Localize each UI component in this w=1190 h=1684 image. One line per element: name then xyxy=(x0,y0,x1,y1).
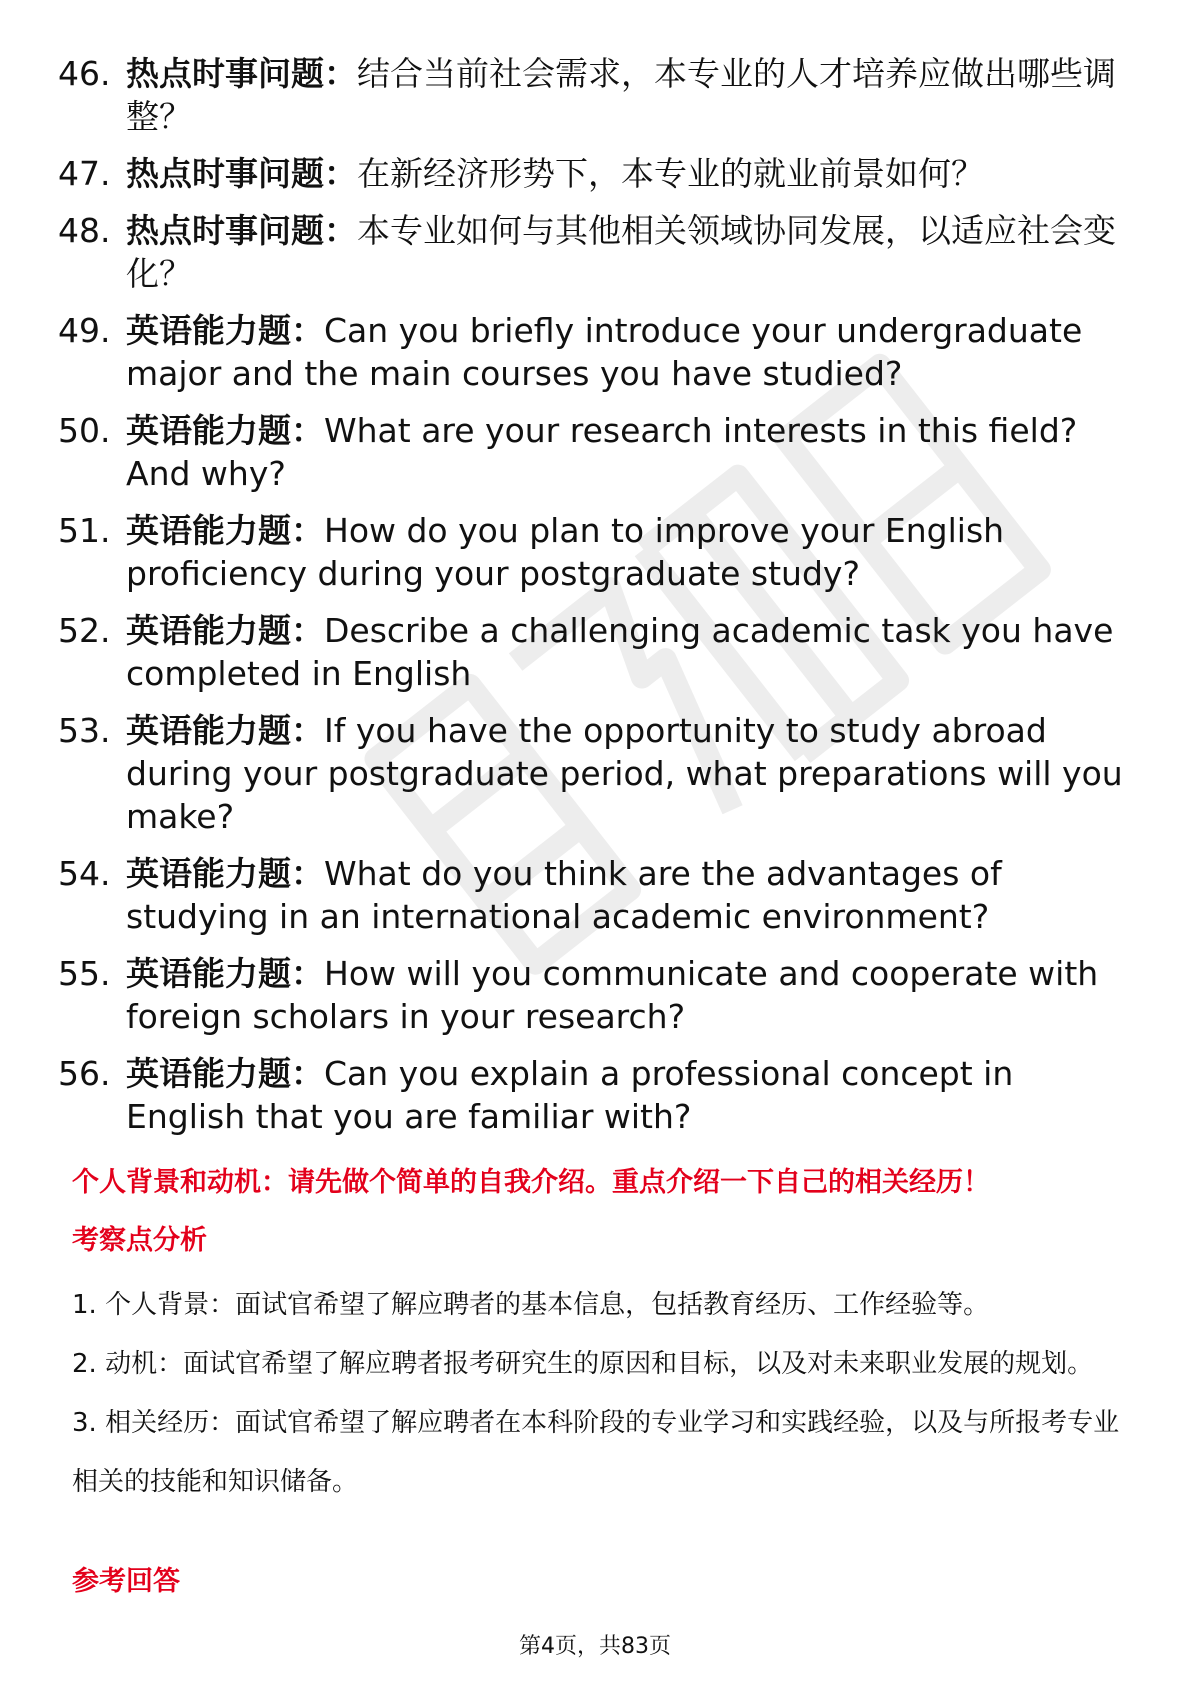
question-category: 英语能力题： xyxy=(126,711,324,750)
question-category: 英语能力题： xyxy=(126,611,324,650)
question-number: 49. xyxy=(58,311,111,350)
question-category: 英语能力题： xyxy=(126,511,324,550)
question-number: 56. xyxy=(58,1054,111,1093)
analysis-point: 3. 相关经历：面试官希望了解应聘者在本科阶段的专业学习和实践经验，以及与所报考专业相关的技能和知识储备。 xyxy=(72,1408,1120,1497)
question-item xyxy=(58,852,1138,938)
question-number: 51. xyxy=(58,511,111,550)
question-category: 热点时事问题： xyxy=(126,211,357,250)
question-number: 46. xyxy=(58,54,111,93)
question-item xyxy=(58,409,1138,495)
question-text: Can you explain a professional concept in English that you are familiar with? xyxy=(126,1054,1014,1136)
question-text: How do you plan to improve your English proficiency during your postgraduate study? xyxy=(126,511,1005,593)
question-category: 英语能力题： xyxy=(126,411,324,450)
analysis-point: 2. 动机：面试官希望了解应聘者报考研究生的原因和目标，以及对未来职业发展的规划。 xyxy=(72,1349,1094,1379)
question-number: 47. xyxy=(58,154,111,193)
question-body xyxy=(126,409,1138,495)
question-number: 52. xyxy=(58,611,111,650)
question-list xyxy=(58,52,1138,1152)
question-body xyxy=(126,1052,1138,1138)
question-text: How will you communicate and cooperate with foreign scholars in your research? xyxy=(126,954,1099,1036)
question-category: 热点时事问题： xyxy=(126,154,357,193)
question-body xyxy=(126,309,1138,395)
question-text: Describe a challenging academic task you have completed in English xyxy=(126,611,1114,693)
question-item xyxy=(58,52,1138,138)
question-text: Can you briefly introduce your undergraduate major and the main courses you have studied? xyxy=(126,311,1083,393)
analysis-points xyxy=(72,1276,1132,1512)
question-text: 结合当前社会需求，本专业的人才培养应做出哪些调整？ xyxy=(126,54,1116,136)
question-item xyxy=(58,509,1138,595)
question-body xyxy=(126,709,1138,838)
question-item xyxy=(58,609,1138,695)
reference-answer-heading: 参考回答 xyxy=(72,1566,180,1597)
question-category: 英语能力题： xyxy=(126,854,324,893)
question-text: If you have the opportunity to study abroad during your postgraduate period, what preparations will you make? xyxy=(126,711,1123,836)
question-number: 54. xyxy=(58,854,111,893)
question-body xyxy=(126,152,1138,195)
question-number: 55. xyxy=(58,954,111,993)
question-body xyxy=(126,852,1138,938)
question-category: 英语能力题： xyxy=(126,311,324,350)
question-body xyxy=(126,952,1138,1038)
question-text: 本专业如何与其他相关领域协同发展，以适应社会变化？ xyxy=(126,211,1116,293)
question-category: 热点时事问题： xyxy=(126,54,357,93)
question-body xyxy=(126,209,1138,295)
analysis-heading: 考察点分析 xyxy=(72,1225,207,1256)
page-indicator: 第4页，共83页 xyxy=(519,1634,671,1659)
question-text: What are your research interests in this field? And why? xyxy=(126,411,1078,493)
question-item xyxy=(58,209,1138,295)
question-item xyxy=(58,1052,1138,1138)
question-body xyxy=(126,609,1138,695)
question-item xyxy=(58,952,1138,1038)
question-text: 在新经济形势下，本专业的就业前景如何？ xyxy=(357,154,984,193)
analysis-point: 1. 个人背景：面试官希望了解应聘者的基本信息，包括教育经历、工作经验等。 xyxy=(72,1290,990,1320)
question-number: 50. xyxy=(58,411,111,450)
question-body xyxy=(126,509,1138,595)
question-category: 英语能力题： xyxy=(126,1054,324,1093)
question-item xyxy=(58,309,1138,395)
question-number: 53. xyxy=(58,711,111,750)
section-title: 个人背景和动机：请先做个简单的自我介绍。重点介绍一下自己的相关经历！ xyxy=(72,1167,990,1198)
question-item xyxy=(58,709,1138,838)
question-item xyxy=(58,152,1138,195)
question-number: 48. xyxy=(58,211,111,250)
question-text: What do you think are the advantages of studying in an international academic environment? xyxy=(126,854,1002,936)
question-body xyxy=(126,52,1138,138)
question-category: 英语能力题： xyxy=(126,954,324,993)
